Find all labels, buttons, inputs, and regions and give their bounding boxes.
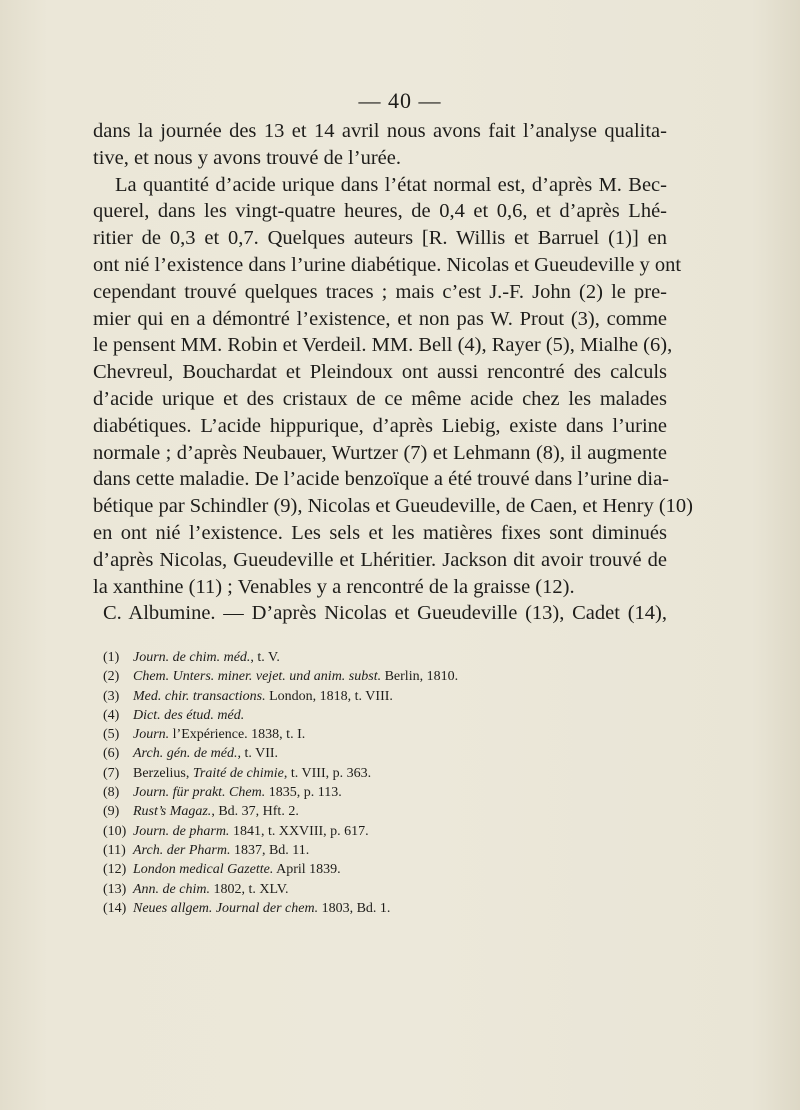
- text-line: La quantité d’acide urique dans l’état normal est, d’après M. Bec-: [115, 173, 667, 196]
- footnote-reference: , t. VII.: [237, 746, 279, 762]
- text-line: querel, dans les vingt-quatre heures, de 0,4 et 0,6, et d’après Lhé-: [93, 200, 667, 223]
- footnote-source-title: London medical Gazette.: [133, 862, 274, 878]
- text-line: dans la journée des 13 et 14 avril nous avons fait l’analyse qualita-: [93, 120, 667, 142]
- text-line: tive, et nous y avons trouvé de l’urée.: [93, 146, 401, 169]
- footnote-reference: Berzelius,: [133, 765, 193, 781]
- footnote-source-title: Traité de chimie: [192, 765, 284, 781]
- footnote-source-title: Rust’s Magaz.: [133, 804, 212, 820]
- footnote-source-title: Journ. für prakt. Chem.: [133, 785, 266, 801]
- footnote: [103, 725, 663, 744]
- footnote-source-title: Journ. de chim. méd.: [133, 650, 251, 665]
- text-line: d’après Nicolas, Gueudeville et Lhéritier. Jackson dit avoir trouvé de: [93, 548, 667, 571]
- footnote-number: (10): [103, 823, 127, 839]
- footnotes: [103, 648, 663, 918]
- footnote-number: (12): [103, 862, 127, 878]
- footnote-reference: 1803, Bd. 1.: [318, 900, 391, 916]
- footnote-reference: 1837, Bd. 11.: [230, 842, 310, 858]
- text-line: dans cette maladie. De l’acide benzoïque a été trouvé dans l’urine dia-: [93, 468, 670, 491]
- footnote: [103, 822, 663, 841]
- text-line: bétique par Schindler (9), Nicolas et Gueudeville, de Caen, et Henry (10): [93, 495, 693, 518]
- text-line: en ont nié l’existence. Les sels et les matières fixes sont diminués: [93, 521, 667, 544]
- footnote: [103, 841, 663, 860]
- footnote: [103, 802, 663, 821]
- footnote-number: (7): [103, 765, 120, 781]
- footnote-number: (2): [103, 669, 120, 685]
- text-line: le pensent MM. Robin et Verdeil. MM. Bell (4), Rayer (5), Mialhe (6),: [93, 334, 673, 357]
- footnote-number: (5): [103, 727, 120, 743]
- footnote-number: (8): [103, 785, 120, 801]
- footnote-reference: April 1839.: [273, 862, 341, 878]
- footnote-source-title: Ann. de chim.: [133, 881, 210, 897]
- footnote: [103, 648, 663, 667]
- footnote-number: (4): [103, 707, 120, 723]
- footnote-reference: , Bd. 37, Hft. 2.: [211, 804, 299, 820]
- footnote-reference: 1841, t. XXVIII, p. 617.: [229, 823, 369, 839]
- footnote: [103, 783, 663, 802]
- footnote-source-title: Arch. der Pharm.: [133, 842, 231, 858]
- footnote-source-title: Journ. de pharm.: [133, 823, 230, 839]
- footnote-number: (1): [103, 650, 120, 665]
- text-line: d’acide urique et des cristaux de ce même acide chez les malades: [93, 387, 667, 410]
- text-line: Chevreul, Bouchardat et Pleindoux ont aussi rencontré des calculs: [93, 361, 667, 384]
- footnote-reference: 1835, p. 113.: [265, 785, 342, 801]
- text-line: cependant trouvé quelques traces ; mais c’est J.-F. John (2) le pre-: [93, 280, 667, 303]
- footnote-number: (3): [103, 688, 120, 704]
- text-line: ont nié l’existence dans l’urine diabétique. Nicolas et Gueudeville y ont: [93, 253, 682, 276]
- footnote-reference: , t. VIII, p. 363.: [283, 765, 372, 781]
- footnote-number: (9): [103, 804, 120, 820]
- page-number: — 40 —: [358, 88, 442, 113]
- footnote-source-title: Journ.: [133, 727, 170, 743]
- footnote-source-title: Chem. Unters. miner. vejet. und anim. subst.: [133, 669, 382, 685]
- body-text: [93, 118, 693, 627]
- footnote-reference: 1802, t. XLV.: [209, 881, 289, 897]
- footnote-source-title: Arch. gén. de méd.: [133, 746, 238, 762]
- footnote-reference: l’Expérience. 1838, t. I.: [169, 727, 306, 743]
- footnote-number: (13): [103, 881, 127, 897]
- footnote-source-title: Neues allgem. Journal der chem.: [133, 900, 319, 916]
- footnote: [103, 860, 663, 879]
- footnote: [103, 880, 663, 899]
- footnote-number: (6): [103, 746, 120, 762]
- footnote-reference: , t. V.: [250, 650, 280, 665]
- text-line: ritier de 0,3 et 0,7. Quelques auteurs [R. Willis et Barruel (1)] en: [93, 227, 667, 250]
- footnote: [103, 764, 663, 783]
- footnote: [103, 744, 663, 763]
- footnote: [103, 899, 663, 918]
- footnote: [103, 667, 663, 686]
- text-line: C. Albumine. — D’après Nicolas et Gueudeville (13), Cadet (14),: [103, 602, 667, 625]
- text-line: mier qui en a démontré l’existence, et non pas W. Prout (3), comme: [93, 307, 667, 330]
- footnote-reference: Berlin, 1810.: [381, 669, 459, 685]
- text-line: normale ; d’après Neubauer, Wurtzer (7) et Lehmann (8), il augmente: [93, 441, 667, 464]
- text-line: diabétiques. L’acide hippurique, d’après Liebig, existe dans l’urine: [93, 414, 667, 437]
- footnote: [103, 706, 663, 725]
- footnote: [103, 687, 663, 706]
- footnote-number: (14): [103, 900, 127, 916]
- footnote-source-title: Dict. des étud. méd.: [133, 707, 245, 723]
- footnote-reference: London, 1818, t. VIII.: [265, 688, 393, 704]
- footnote-number: (11): [103, 842, 126, 858]
- footnote-source-title: Med. chir. transactions.: [133, 688, 266, 704]
- text-line: la xanthine (11) ; Venables y a rencontré de la graisse (12).: [93, 575, 575, 598]
